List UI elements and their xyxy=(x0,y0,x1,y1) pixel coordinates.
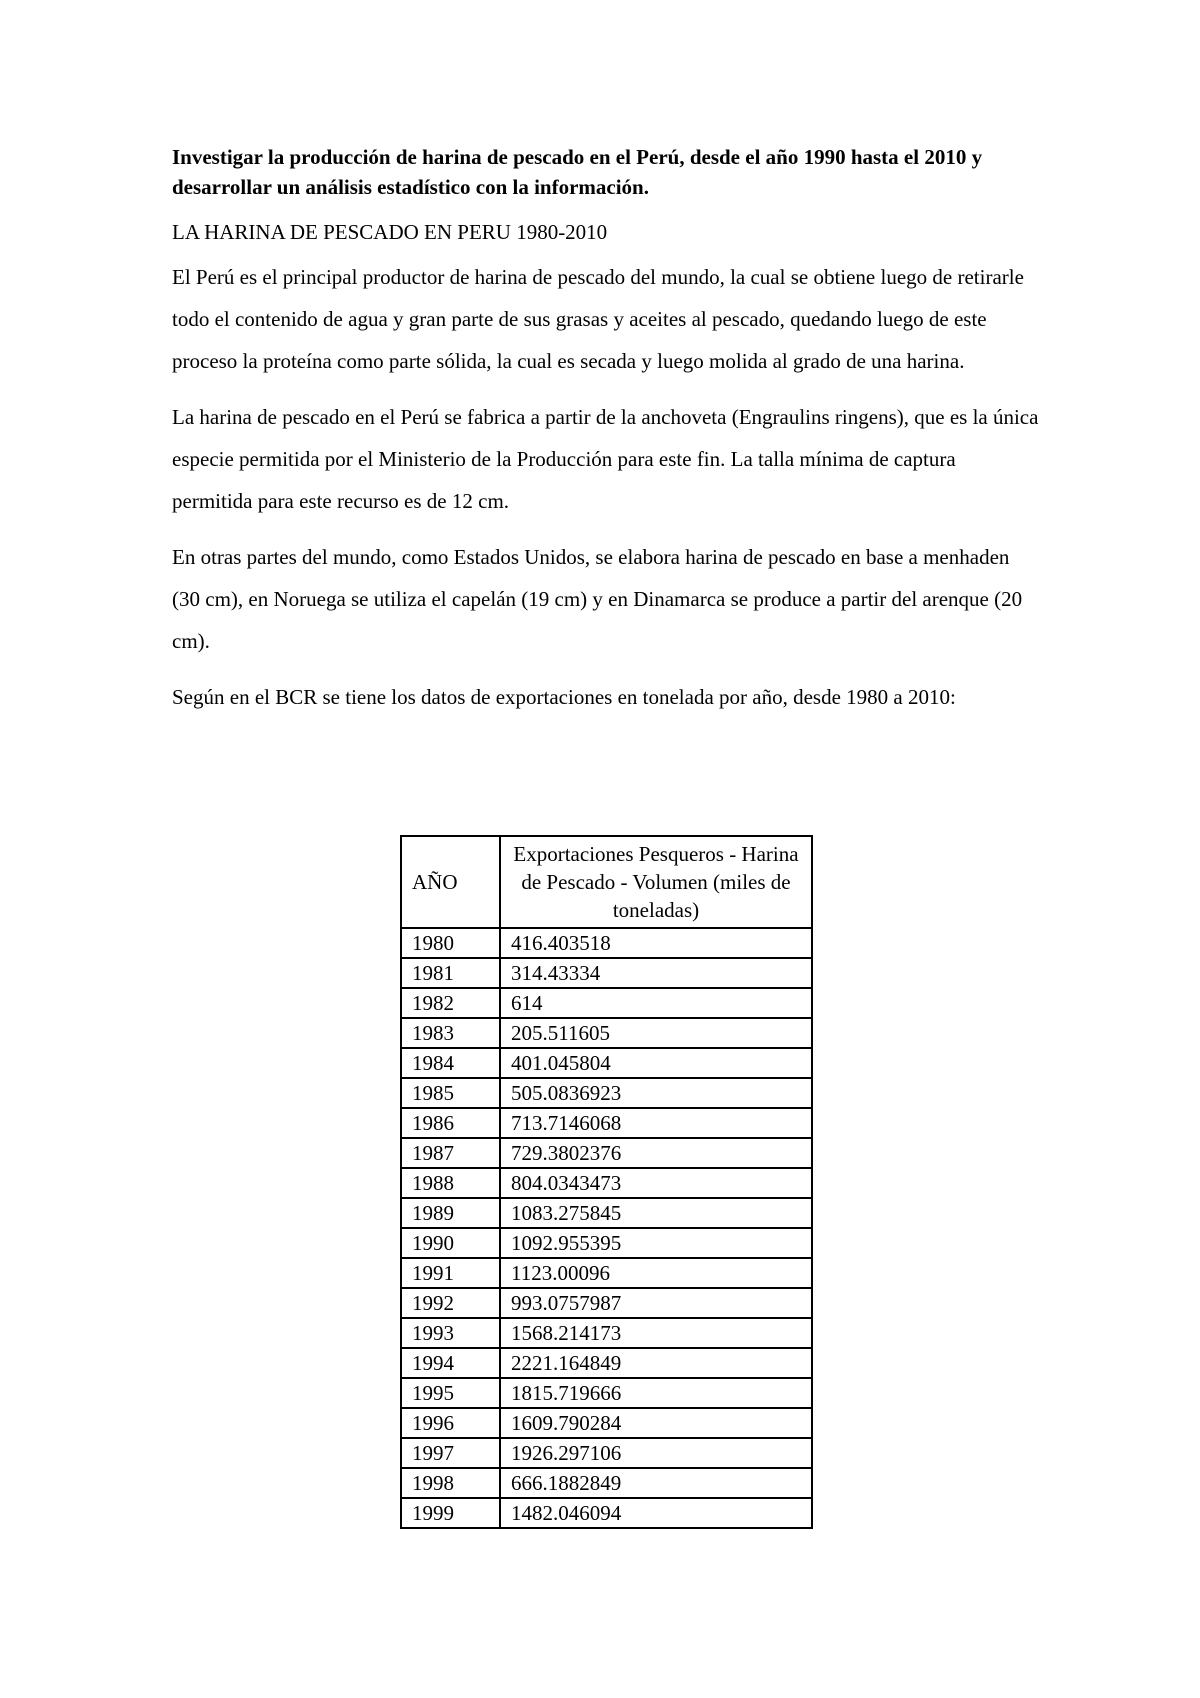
paragraph-other-countries: En otras partes del mundo, como Estados Unidos, se elabora harina de pescado en base a menhaden (30 cm), en Noruega se utiliza el capelán (19 cm) y en Dinamarca se produce a partir del arenque (20 cm). xyxy=(172,545,1023,653)
table-row xyxy=(401,958,812,988)
table-row xyxy=(401,1498,812,1528)
value-cell: 804.0343473 xyxy=(500,1168,812,1198)
year-cell: 1984 xyxy=(401,1048,500,1078)
year-cell: 1991 xyxy=(401,1258,500,1288)
table-row xyxy=(401,1438,812,1468)
table-row xyxy=(401,1468,812,1498)
year-cell: 1980 xyxy=(401,928,500,958)
value-cell: 401.045804 xyxy=(500,1048,812,1078)
year-cell: 1981 xyxy=(401,958,500,988)
value-cell: 314.43334 xyxy=(500,958,812,988)
header-value: Exportaciones Pesqueros - Harina de Pescado - Volumen (miles de toneladas) xyxy=(500,836,812,928)
year-cell: 1989 xyxy=(401,1198,500,1228)
year-cell: 1990 xyxy=(401,1228,500,1258)
table-row xyxy=(401,1018,812,1048)
value-cell: 729.3802376 xyxy=(500,1138,812,1168)
table-row xyxy=(401,1348,812,1378)
year-cell: 1993 xyxy=(401,1318,500,1348)
value-cell: 1482.046094 xyxy=(500,1498,812,1528)
table-row xyxy=(401,1078,812,1108)
table-row xyxy=(401,1318,812,1348)
year-cell: 1987 xyxy=(401,1138,500,1168)
value-cell: 1123.00096 xyxy=(500,1258,812,1288)
value-cell: 614 xyxy=(500,988,812,1018)
value-cell: 993.0757987 xyxy=(500,1288,812,1318)
table-row xyxy=(401,1378,812,1408)
value-cell: 666.1882849 xyxy=(500,1468,812,1498)
value-cell: 713.7146068 xyxy=(500,1108,812,1138)
table-header-row xyxy=(401,836,812,928)
table-row xyxy=(401,1228,812,1258)
year-cell: 1996 xyxy=(401,1408,500,1438)
value-cell: 1815.719666 xyxy=(500,1378,812,1408)
section-title: LA HARINA DE PESCADO EN PERU 1980-2010 xyxy=(172,220,608,244)
year-cell: 1982 xyxy=(401,988,500,1018)
table-body xyxy=(401,928,812,1528)
paragraph-bcr-data: Según en el BCR se tiene los datos de exportaciones en tonelada por año, desde 1980 a 2010: xyxy=(172,685,956,709)
year-cell: 1998 xyxy=(401,1468,500,1498)
year-cell: 1992 xyxy=(401,1288,500,1318)
value-cell: 416.403518 xyxy=(500,928,812,958)
table-row xyxy=(401,1198,812,1228)
value-cell: 205.511605 xyxy=(500,1018,812,1048)
table-row xyxy=(401,1408,812,1438)
year-cell: 1986 xyxy=(401,1108,500,1138)
value-cell: 1609.790284 xyxy=(500,1408,812,1438)
exports-table xyxy=(400,835,813,1529)
value-cell: 1083.275845 xyxy=(500,1198,812,1228)
value-cell: 505.0836923 xyxy=(500,1078,812,1108)
paragraph-intro: El Perú es el principal productor de harina de pescado del mundo, la cual se obtiene luego de retirarle todo el contenido de agua y gran parte de sus grasas y aceites al pescado, quedando luego de este proceso la proteína como parte sólida, la cual es secada y luego molida al grado de una harina. xyxy=(172,265,1024,373)
table-row xyxy=(401,1048,812,1078)
task-heading: Investigar la producción de harina de pescado en el Perú, desde el año 1990 hasta el 2010 y desarrollar un análisis estadístico con la información. xyxy=(172,145,983,199)
year-cell: 1983 xyxy=(401,1018,500,1048)
exports-table-container xyxy=(400,835,813,1529)
table-row xyxy=(401,988,812,1018)
table-row xyxy=(401,1288,812,1318)
value-cell: 2221.164849 xyxy=(500,1348,812,1378)
year-cell: 1985 xyxy=(401,1078,500,1108)
year-cell: 1994 xyxy=(401,1348,500,1378)
value-cell: 1926.297106 xyxy=(500,1438,812,1468)
header-year: AÑO xyxy=(401,836,500,928)
year-cell: 1995 xyxy=(401,1378,500,1408)
year-cell: 1988 xyxy=(401,1168,500,1198)
year-cell: 1997 xyxy=(401,1438,500,1468)
table-row xyxy=(401,1168,812,1198)
year-cell: 1999 xyxy=(401,1498,500,1528)
paragraph-anchoveta: La harina de pescado en el Perú se fabrica a partir de la anchoveta (Engraulins ringens), que es la única especie permitida por el Ministerio de la Producción para este fin. La talla mínima de captura permitida para este recurso es de 12 cm. xyxy=(172,405,1039,513)
value-cell: 1092.955395 xyxy=(500,1228,812,1258)
table-row xyxy=(401,1108,812,1138)
table-row xyxy=(401,1138,812,1168)
value-cell: 1568.214173 xyxy=(500,1318,812,1348)
document-body xyxy=(172,142,1040,732)
table-row xyxy=(401,1258,812,1288)
table-row xyxy=(401,928,812,958)
